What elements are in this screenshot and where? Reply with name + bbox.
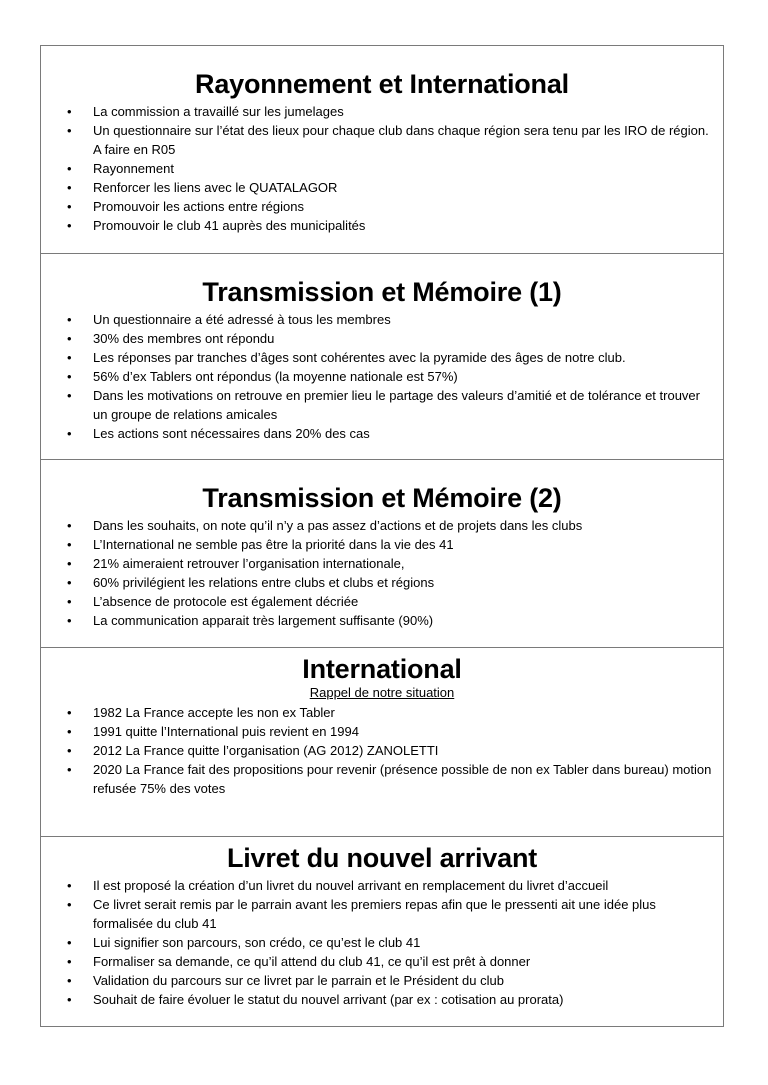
list-item: • 30% des membres ont répondu bbox=[41, 329, 723, 348]
bullet-list bbox=[41, 310, 723, 443]
list-item: • 60% privilégient les relations entre clubs et clubs et régions bbox=[41, 573, 723, 592]
section-subtitle: Rappel de notre situation bbox=[309, 685, 455, 700]
bullet-list bbox=[41, 516, 723, 630]
list-item: • Souhait de faire évoluer le statut du nouvel arrivant (par ex : cotisation au prorata) bbox=[41, 990, 723, 1009]
list-item: • Validation du parcours sur ce livret par le parrain et le Président du club bbox=[41, 971, 723, 990]
section-title: Transmission et Mémoire (2) bbox=[202, 483, 562, 513]
document-frame bbox=[40, 45, 724, 1027]
section-title: Rayonnement et International bbox=[195, 69, 569, 99]
section-transmission-1 bbox=[41, 254, 723, 460]
list-item: • Lui signifier son parcours, son crédo, ce qu’est le club 41 bbox=[41, 933, 723, 952]
list-item: • Dans les motivations on retrouve en premier lieu le partage des valeurs d’amitié et de tolérance et trouver un groupe de relations amicales bbox=[41, 386, 723, 424]
list-item: • L’absence de protocole est également décriée bbox=[41, 592, 723, 611]
list-item: • Renforcer les liens avec le QUATALAGOR bbox=[41, 178, 723, 197]
list-item: • Dans les souhaits, on note qu’il n’y a pas assez d’actions et de projets dans les clubs bbox=[41, 516, 723, 535]
list-item: • Il est proposé la création d’un livret du nouvel arrivant en remplacement du livret d’accueil bbox=[41, 876, 723, 895]
list-item: • La commission a travaillé sur les jumelages bbox=[41, 102, 723, 121]
section-title: Livret du nouvel arrivant bbox=[226, 843, 538, 873]
list-item: • 56% d’ex Tablers ont répondus (la moyenne nationale est 57%) bbox=[41, 367, 723, 386]
list-item: • Un questionnaire a été adressé à tous les membres bbox=[41, 310, 723, 329]
list-item: • Promouvoir les actions entre régions bbox=[41, 197, 723, 216]
section-title: Transmission et Mémoire (1) bbox=[202, 277, 562, 307]
list-item: • Ce livret serait remis par le parrain avant les premiers repas afin que le pressenti ait une idée plus formalisée du club 41 bbox=[41, 895, 723, 933]
bullet-list bbox=[41, 102, 723, 235]
section-rayonnement bbox=[41, 46, 723, 254]
list-item: • Les réponses par tranches d’âges sont cohérentes avec la pyramide des âges de notre club. bbox=[41, 348, 723, 367]
list-item: • Formaliser sa demande, ce qu’il attend du club 41, ce qu’il est prêt à donner bbox=[41, 952, 723, 971]
list-item: • L’International ne semble pas être la priorité dans la vie des 41 bbox=[41, 535, 723, 554]
list-item: • 1982 La France accepte les non ex Tabler bbox=[41, 703, 723, 722]
list-item: • Les actions sont nécessaires dans 20% des cas bbox=[41, 424, 723, 443]
list-item: • 2020 La France fait des propositions pour revenir (présence possible de non ex Tabler dans bureau) motion refusée 75% des votes bbox=[41, 760, 723, 798]
list-item: • 1991 quitte l’International puis revient en 1994 bbox=[41, 722, 723, 741]
bullet-list bbox=[41, 876, 723, 1009]
bullet-list bbox=[41, 703, 723, 798]
list-item: • 2012 La France quitte l’organisation (AG 2012) ZANOLETTI bbox=[41, 741, 723, 760]
section-international bbox=[41, 648, 723, 837]
list-item: • Promouvoir le club 41 auprès des municipalités bbox=[41, 216, 723, 235]
section-livret bbox=[41, 837, 723, 1026]
list-item: • Un questionnaire sur l’état des lieux pour chaque club dans chaque région sera tenu par les IRO de région. A faire en R05 bbox=[41, 121, 723, 159]
section-transmission-2 bbox=[41, 460, 723, 648]
section-title: International bbox=[302, 654, 462, 684]
list-item: • 21% aimeraient retrouver l’organisation internationale, bbox=[41, 554, 723, 573]
list-item: • Rayonnement bbox=[41, 159, 723, 178]
list-item: • La communication apparait très largement suffisante (90%) bbox=[41, 611, 723, 630]
